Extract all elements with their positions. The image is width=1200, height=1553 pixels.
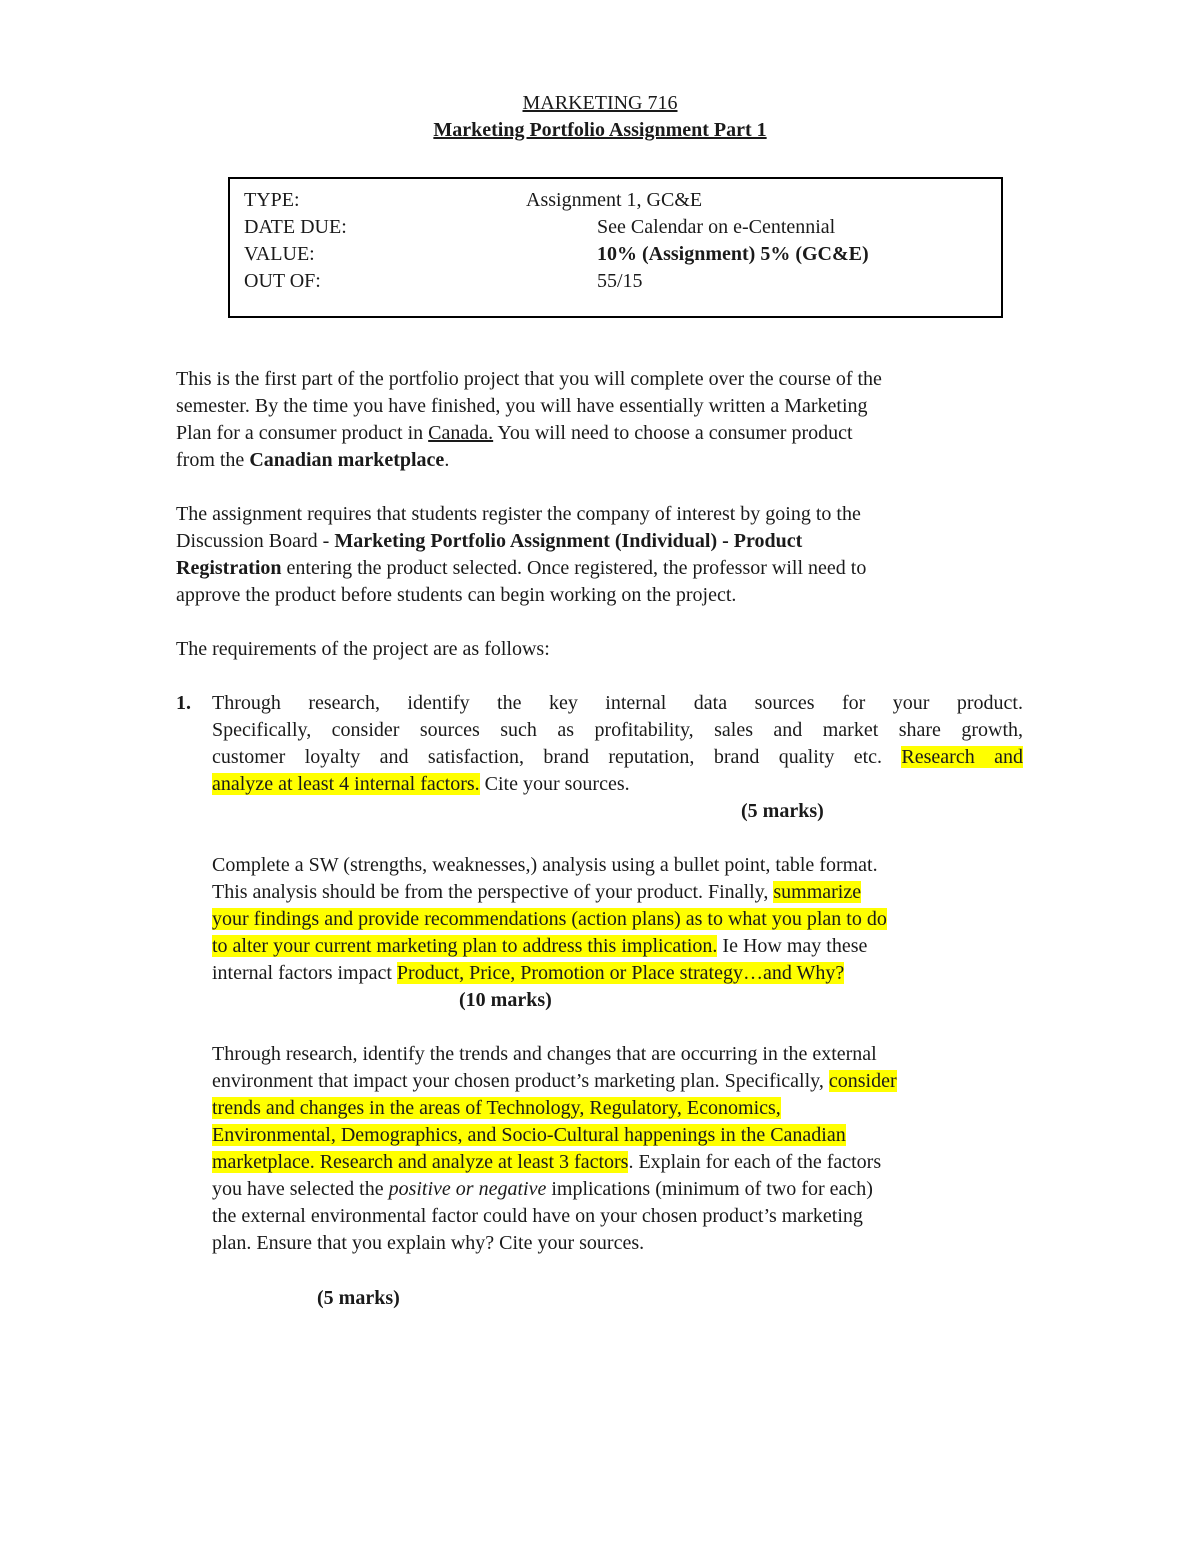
intro-line-2: semester. By the time you have finished, you will have essentially written a Marketing bbox=[176, 395, 868, 417]
external-line-3 bbox=[212, 1095, 781, 1122]
sw-line-1: Complete a SW (strengths, weaknesses,) analysis using a bullet point, table format. bbox=[212, 854, 878, 876]
canadian-marketplace-text: Canadian marketplace bbox=[249, 449, 445, 471]
item1-highlight-1: Research and bbox=[901, 746, 1023, 768]
external-line-6 bbox=[212, 1176, 873, 1203]
value-label: VALUE: bbox=[244, 243, 315, 265]
sw-line-5-text: internal factors impact bbox=[212, 962, 397, 984]
course-title: MARKETING 716 bbox=[522, 92, 678, 114]
type-value: Assignment 1, GC&E bbox=[526, 189, 703, 211]
external-line-1: Through research, identify the trends and changes that are occurring in the external bbox=[212, 1043, 877, 1065]
requirements-intro: The requirements of the project are as follows: bbox=[176, 638, 550, 660]
external-line-2-text: environment that impact your chosen product’s marketing plan. Specifically, bbox=[212, 1070, 829, 1092]
canada-text: Canada. bbox=[428, 422, 494, 444]
sw-marks: (10 marks) bbox=[459, 989, 552, 1011]
registration-line-2-text: Discussion Board - bbox=[176, 530, 335, 552]
intro-line-4-text: from the bbox=[176, 449, 250, 471]
assignment-subtitle: Marketing Portfolio Assignment Part 1 bbox=[433, 119, 767, 141]
intro-line-3-text-end: You will need to choose a consumer product bbox=[493, 422, 853, 444]
intro-line-4-period: . bbox=[444, 449, 450, 471]
date-due-value: See Calendar on e-Centennial bbox=[597, 216, 836, 238]
sw-line-4 bbox=[212, 933, 867, 960]
external-line-7: the external environmental factor could have on your chosen product’s marketing bbox=[212, 1205, 863, 1227]
sw-line-5 bbox=[212, 960, 844, 987]
external-line-4 bbox=[212, 1122, 846, 1149]
registration-line-3-text: entering the product selected. Once registered, the professor will need to bbox=[281, 557, 867, 579]
external-line-5-text: . Explain for each of the factors bbox=[628, 1151, 882, 1173]
sw-highlight-2: your findings and provide recommendations (action plans) as to what you plan to do bbox=[212, 908, 887, 930]
assignment-info-box bbox=[228, 177, 1003, 318]
value-value: 10% (Assignment) 5% (GC&E) bbox=[597, 243, 869, 265]
registration-line-1: The assignment requires that students register the company of interest by going to the bbox=[176, 503, 861, 525]
external-line-8: plan. Ensure that you explain why? Cite your sources. bbox=[212, 1232, 645, 1254]
item1-line-2: Specifically, consider sources such as profitability, sales and market share growth, bbox=[212, 719, 1023, 741]
external-highlight-4: marketplace. Research and analyze at least 3 factors bbox=[212, 1151, 629, 1173]
type-label: TYPE: bbox=[244, 189, 300, 211]
external-line-6-text-end: implications (minimum of two for each) bbox=[546, 1178, 873, 1200]
external-highlight-1: consider bbox=[828, 1070, 897, 1092]
registration-line-4: approve the product before students can begin working on the project. bbox=[176, 584, 737, 606]
external-highlight-3: Environmental, Demographics, and Socio-Cultural happenings in the Canadian bbox=[212, 1124, 846, 1146]
registration-line-2 bbox=[176, 528, 802, 555]
sw-line-2 bbox=[212, 879, 861, 906]
sw-line-2-text: This analysis should be from the perspective of your product. Finally, bbox=[212, 881, 774, 903]
positive-negative-text: positive or negative bbox=[388, 1178, 547, 1200]
external-line-6-text: you have selected the bbox=[212, 1178, 389, 1200]
external-marks: (5 marks) bbox=[317, 1287, 400, 1309]
sw-highlight-4: Product, Price, Promotion or Place strategy…and Why? bbox=[396, 962, 845, 984]
intro-line-3-text: Plan for a consumer product in bbox=[176, 422, 429, 444]
item1-line-3-text: customer loyalty and satisfaction, brand reputation, brand quality etc. bbox=[212, 746, 902, 768]
item-number: 1. bbox=[176, 692, 191, 714]
sw-highlight-1: summarize bbox=[773, 881, 862, 903]
intro-line-1: This is the first part of the portfolio project that you will complete over the course of the bbox=[176, 368, 882, 390]
date-due-label: DATE DUE: bbox=[244, 216, 347, 238]
discussion-board-name: Marketing Portfolio Assignment (Individual) - Product bbox=[334, 530, 803, 552]
out-of-value: 55/15 bbox=[597, 270, 643, 292]
item1-marks: (5 marks) bbox=[741, 800, 824, 822]
intro-line-3 bbox=[176, 420, 853, 447]
registration-line-3 bbox=[176, 555, 866, 582]
item1-line-4 bbox=[212, 771, 630, 798]
external-line-5 bbox=[212, 1149, 881, 1176]
item1-line-4-text: Cite your sources. bbox=[479, 773, 630, 795]
sw-line-4-text: Ie How may these bbox=[717, 935, 868, 957]
item1-line-3 bbox=[212, 744, 1023, 771]
intro-line-4 bbox=[176, 447, 449, 474]
item1-highlight-2: analyze at least 4 internal factors. bbox=[212, 773, 480, 795]
external-highlight-2: trends and changes in the areas of Technology, Regulatory, Economics, bbox=[212, 1097, 781, 1119]
registration-bold-text: Registration bbox=[176, 557, 282, 579]
sw-highlight-3: to alter your current marketing plan to address this implication. bbox=[212, 935, 718, 957]
external-line-2 bbox=[212, 1068, 897, 1095]
sw-line-3 bbox=[212, 906, 887, 933]
out-of-label: OUT OF: bbox=[244, 270, 321, 292]
item1-line-1: Through research, identify the key internal data sources for your product. bbox=[212, 692, 1023, 714]
